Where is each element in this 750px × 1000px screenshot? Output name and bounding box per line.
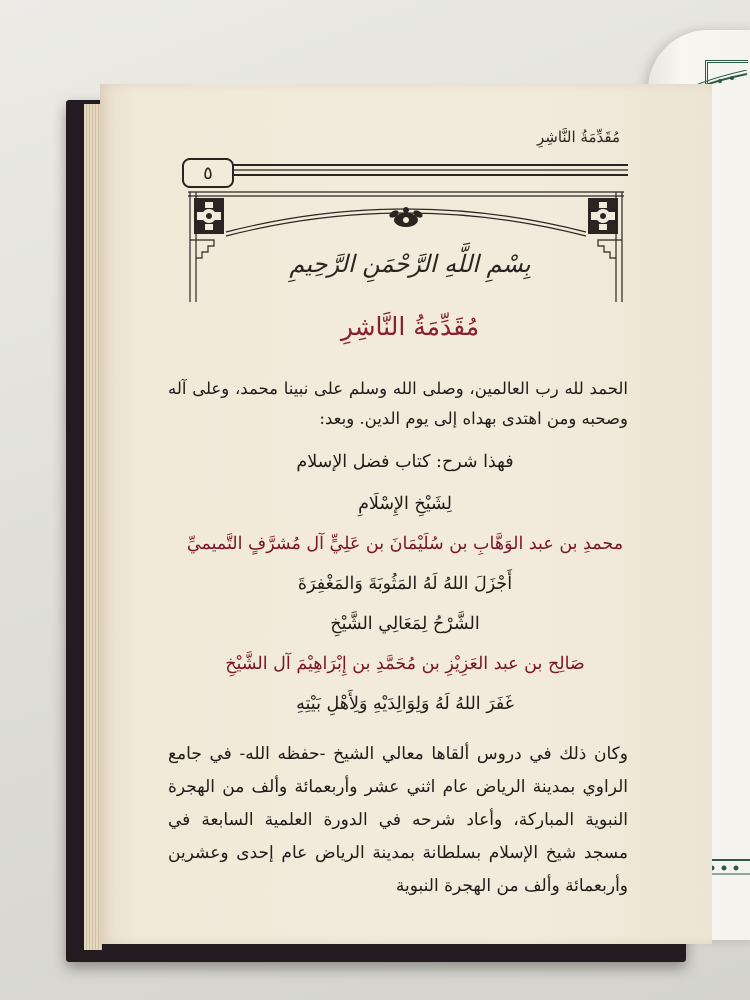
commentary-by-line: الشَّرْحُ لِمَعَالِي الشَّيْخِ [330,614,480,634]
basmala: بِسْمِ اللَّهِ الرَّحْمَنِ الرَّحِيمِ [289,250,531,278]
author-honorific-line: لِشَيْخِ الإِسْلَامِ [358,494,452,514]
author-prayer-line: أَجْزَلَ اللهُ لَهُ المَثُوبَةَ وَالمَغْفِرَةَ [297,574,513,594]
geometric-star-icon [194,198,224,234]
section-title: مُقَدِّمَةُ النَّاشِرِ [340,312,480,341]
intro-paragraph: الحمد لله رب العالمين، وصلى الله وسلم على نبينا محمد، وعلى آله وصحبه ومن اهتدى بهداه إلى يوم الدين. وبعد: [168,379,628,428]
commentator-name-line: صَالِح بن عبد العَزِيْزِ بن مُحَمَّدِ بن إِبْرَاهِيْمَ آل الشَّيْخِ [225,654,585,674]
closing-paragraph: وكان ذلك في دروس ألقاها معالي الشيخ -حفظه الله- في جامع الراوي بمدينة الرياض عام اثني عشر وأربعمائة وألف من الهجرة النبوية المباركة، وأعاد شرحه في الدورة العلمية السابعة في مسجد شيخ الإسلام بسلطانة بمدينة الرياض عام إحدى وعشرين وأربعمائة وألف من الهجرة النبوية [168,744,628,896]
page-number: ٥ [182,158,234,188]
author-name-line: محمدِ بن عبد الوَهَّابِ بن سُلَيْمَانَ بن عَلِيٍّ آل مُشرَّفٍ التَّميميِّ [186,534,624,554]
commentator-prayer-line: غَفَرَ اللهُ لَهُ وَلِوَالِدَيْهِ وَلِأَهْلِ بَيْتِهِ [296,694,514,714]
header-rule [232,163,628,177]
book-title-line: فهذا شرح: كتاب فضل الإسلام [296,452,514,472]
running-head: مُقَدِّمَةُ النَّاشِرِ [536,128,620,146]
basmala-frame [188,190,624,308]
